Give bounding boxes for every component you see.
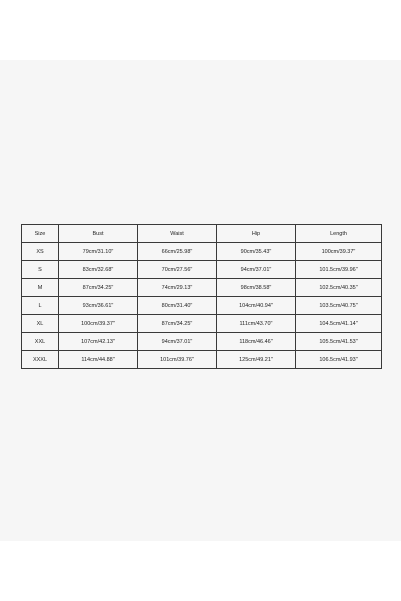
header-hip: Hip — [216, 224, 295, 242]
table-row — [21, 332, 382, 350]
size-chart-table — [21, 224, 382, 369]
length-cell: 104.5cm/41.14" — [295, 314, 382, 332]
waist-cell: 70cm/27.56" — [137, 260, 216, 278]
size-cell: XXXL — [21, 350, 58, 369]
bust-cell: 83cm/32.68" — [58, 260, 137, 278]
hip-cell: 90cm/35.43" — [216, 242, 295, 260]
header-size: Size — [21, 224, 58, 242]
hip-cell: 125cm/49.21" — [216, 350, 295, 369]
table-row — [21, 242, 382, 260]
size-cell: L — [21, 296, 58, 314]
size-cell: M — [21, 278, 58, 296]
waist-cell: 94cm/37.01" — [137, 332, 216, 350]
size-cell: S — [21, 260, 58, 278]
hip-cell: 111cm/43.70" — [216, 314, 295, 332]
length-cell: 101.5cm/39.96" — [295, 260, 382, 278]
waist-cell: 87cm/34.25" — [137, 314, 216, 332]
bust-cell: 93cm/36.61" — [58, 296, 137, 314]
top-margin — [0, 0, 401, 60]
hip-cell: 104cm/40.94" — [216, 296, 295, 314]
table-header-row — [21, 224, 382, 242]
table-row — [21, 296, 382, 314]
header-bust: Bust — [58, 224, 137, 242]
header-waist: Waist — [137, 224, 216, 242]
length-cell: 103.5cm/40.75" — [295, 296, 382, 314]
waist-cell: 101cm/39.76" — [137, 350, 216, 369]
bust-cell: 107cm/42.13" — [58, 332, 137, 350]
size-cell: XL — [21, 314, 58, 332]
table-row — [21, 350, 382, 369]
length-cell: 100cm/39.37" — [295, 242, 382, 260]
bottom-margin — [0, 541, 401, 601]
length-cell: 106.5cm/41.93" — [295, 350, 382, 369]
waist-cell: 80cm/31.40" — [137, 296, 216, 314]
length-cell: 102.5cm/40.35" — [295, 278, 382, 296]
waist-cell: 66cm/25.98" — [137, 242, 216, 260]
hip-cell: 118cm/46.46" — [216, 332, 295, 350]
header-length: Length — [295, 224, 382, 242]
hip-cell: 94cm/37.01" — [216, 260, 295, 278]
bust-cell: 114cm/44.88" — [58, 350, 137, 369]
table-row — [21, 314, 382, 332]
waist-cell: 74cm/29.13" — [137, 278, 216, 296]
bust-cell: 87cm/34.25" — [58, 278, 137, 296]
size-cell: XXL — [21, 332, 58, 350]
table-row — [21, 260, 382, 278]
hip-cell: 98cm/38.58" — [216, 278, 295, 296]
bust-cell: 100cm/39.37" — [58, 314, 137, 332]
length-cell: 105.5cm/41.53" — [295, 332, 382, 350]
table-row — [21, 278, 382, 296]
bust-cell: 79cm/31.10" — [58, 242, 137, 260]
size-cell: XS — [21, 242, 58, 260]
